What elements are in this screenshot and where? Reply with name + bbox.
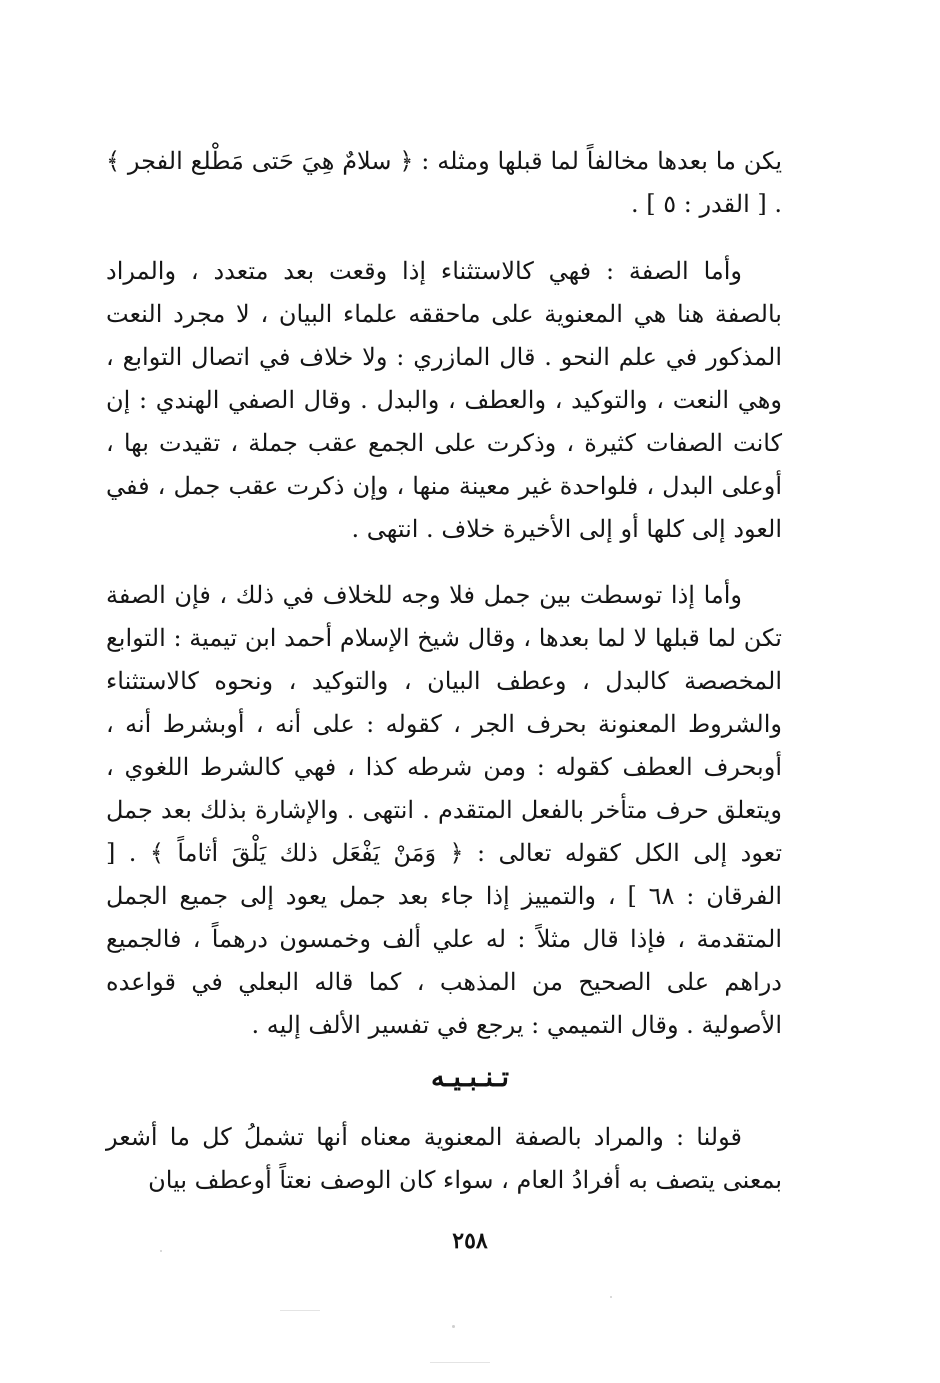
scan-artifact (430, 1362, 490, 1363)
scan-speck (160, 1250, 162, 1252)
paragraph-text: قولنا : والمراد بالصفة المعنوية معناه أنها تشملُ كل ما أشعر بمعنى يتصف به أفرادُ العام ، سواء كان الوصف نعتاً أوعطف بيان (106, 1123, 782, 1194)
section-heading: تـنـبـيـه (430, 1062, 510, 1093)
scan-artifact (280, 1310, 320, 1311)
paragraph-text: يكن ما بعدها مخالفاً لما قبلها ومثله : ﴿ سلامٌ هِيَ حَتى مَطْلع الفجر ﴾ . [ القدر : ٥ ] . (106, 147, 782, 218)
scan-speck (610, 1296, 612, 1298)
scan-speck (452, 1325, 455, 1328)
paragraph-intermediate (106, 574, 782, 1047)
paragraph-note (106, 1116, 782, 1202)
paragraph-text: وأما الصفة : فهي كالاستثناء إذا وقعت بعد متعدد ، والمراد بالصفة هنا هي المعنوية على ماحققه علماء البيان ، لا مجرد النعت المذكور في علم النحو . قال المازري : ولا خلاف في اتصال التوابع ، وهي النعت ، والتوكيد ، والعطف ، والبدل . وقال الصفي الهندي : إن كانت الصفات كثيرة ، وذكرت على الجمع عقب جملة ، تقيدت بها ، أوعلى البدل ، فلواحدة غير معينة منها ، وإن ذكرت عقب جمل ، ففي العود إلى كلها أو إلى الأخيرة خلاف . انتهى . (106, 257, 782, 543)
page-number: ٢٥٨ (452, 1228, 488, 1254)
paragraph-adjective (106, 250, 782, 551)
paragraph-text: وأما إذا توسطت بين جمل فلا وجه للخلاف في ذلك ، فإن الصفة تكن لما قبلها لا لما بعدها ، وقال شيخ الإسلام أحمد ابن تيمية : التوابع المخصصة كالبدل ، وعطف البيان ، والتوكيد ، ونحوه كالاستثناء والشروط المعنونة بحرف الجر ، كقوله : على أنه ، أوبشرط أنه ، أوبحرف العطف كقوله : ومن شرطه كذا ، فهي كالشرط اللغوي ، ويتعلق حرف متأخر بالفعل المتقدم . انتهى . والإشارة بذلك بعد جمل تعود إلى الكل كقوله تعالى : ﴿ وَمَنْ يَفْعَل ذلك يَلْقَ أثاماً ﴾ . [ الفرقان : ٦٨ ] ، والتمييز إذا جاء بعد جمل يعود إلى جميع الجمل المتقدمة ، فإذا قال مثلاً : له علي ألف وخمسون درهماً ، فالجميع دراهم على الصحيح من المذهب ، كما قاله البعلي في قواعده الأصولية . وقال التميمي : يرجع في تفسير الألف إليه . (106, 581, 782, 1039)
paragraph-continuation (106, 140, 782, 226)
